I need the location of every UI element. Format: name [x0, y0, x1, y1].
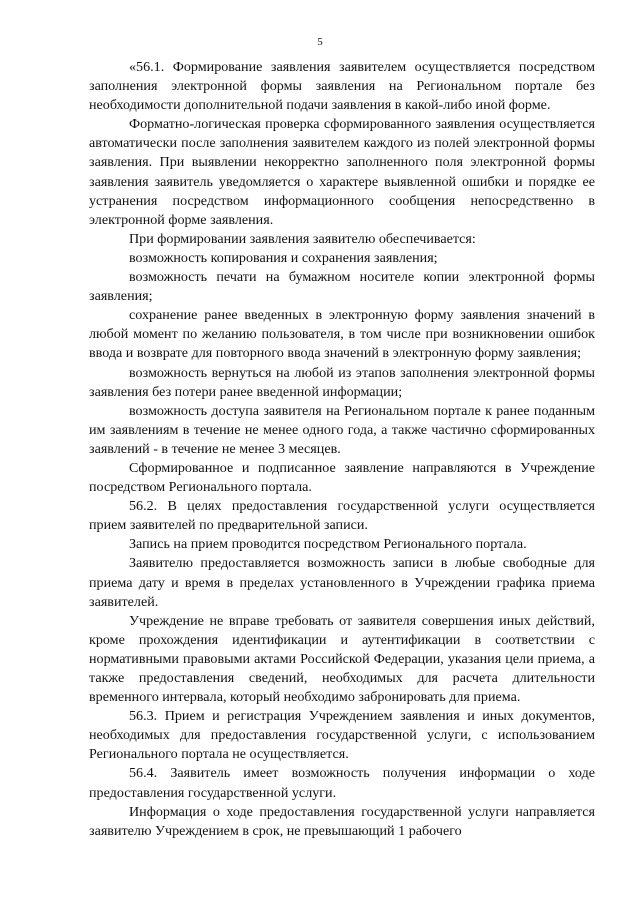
paragraph: 56.2. В целях предоставления государственной услуги осуществляется прием заявителей по предварительной записи. [89, 498, 595, 534]
paragraph: Заявителю предоставляется возможность записи в любые свободные для приема дату и время в пределах установленного в Учреждении графика приема заявителей. [89, 555, 595, 610]
paragraph: 56.3. Прием и регистрация Учреждением заявления и иных документов, необходимых для предоставления государственной услуги, с использованием Регионального портала не осуществляется. [89, 708, 595, 763]
paragraph: 56.4. Заявитель имеет возможность получения информации о ходе предоставления государственной услуги. [89, 765, 595, 801]
paragraph: возможность доступа заявителя на Региональном портале к ранее поданным им заявлениям в течение не менее одного года, а также частично сформированных заявлений - в течение не менее 3 месяцев. [89, 402, 595, 457]
document-body [89, 58, 595, 841]
paragraph: При формировании заявления заявителю обеспечивается: [129, 230, 476, 247]
page-number: 5 [317, 36, 323, 48]
paragraph: Учреждение не вправе требовать от заявителя совершения иных действий, кроме прохождения идентификации и аутентификации в соответствии с нормативными правовыми актами Российской Федерации, указания цели приема, а также предоставления сведений, необходимых для расчета длительности временного интервала, который необходимо забронировать для приема. [89, 612, 595, 706]
paragraph: возможность вернуться на любой из этапов заполнения электронной формы заявления без потери ранее введенной информации; [89, 364, 595, 400]
paragraph: Запись на прием проводится посредством Регионального портала. [129, 536, 527, 553]
paragraph: «56.1. Формирование заявления заявителем осуществляется посредством заполнения электронной формы заявления на Региональном портале без необходимости дополнительной подачи заявления в какой-либо иной форме. [89, 59, 595, 114]
paragraph: Сформированное и подписанное заявление направляются в Учреждение посредством Регионального портала. [89, 459, 595, 496]
paragraph: возможность печати на бумажном носителе копии электронной формы заявления; [89, 269, 595, 305]
paragraph: Информация о ходе предоставления государственной услуги направляется заявителю Учреждением в срок, не превышающий 1 рабочего [89, 803, 595, 839]
paragraph: Форматно-логическая проверка сформированного заявления осуществляется автоматически после заполнения заявителем каждого из полей электронной формы заявления. При выявлении некорректно заполненного поля электронной формы заявления заявитель уведомляется о характере выявленной ошибки и порядке ее устранения посредством информационного сообщения непосредственно в электронной форме заявления. [89, 116, 595, 228]
paragraph: сохранение ранее введенных в электронную форму заявления значений в любой момент по желанию пользователя, в том числе при возникновении ошибок ввода и возврате для повторного ввода значений в электронную форму заявления; [89, 307, 595, 362]
paragraph: возможность копирования и сохранения заявления; [129, 249, 438, 266]
